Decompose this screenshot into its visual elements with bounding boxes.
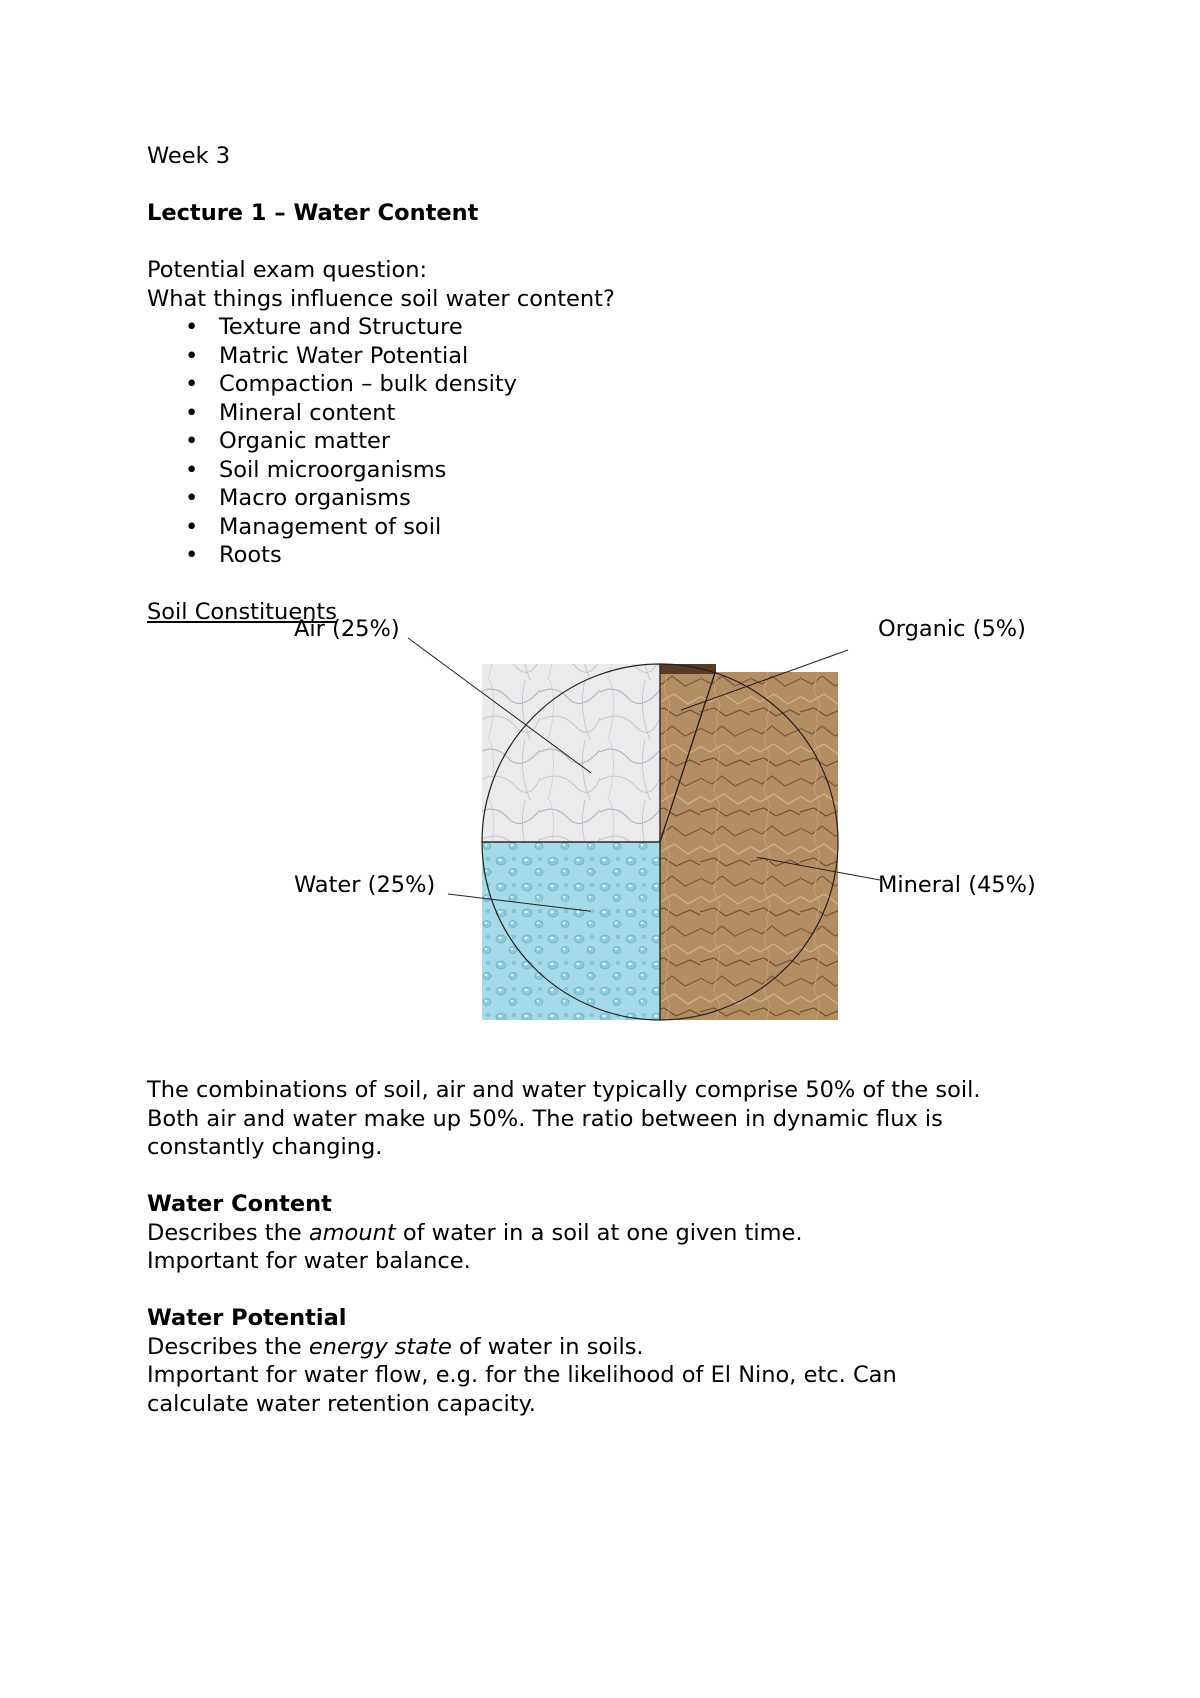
- list-item: • Texture and Structure: [185, 314, 463, 340]
- bullet-icon: •: [185, 456, 199, 483]
- bullet-icon: •: [185, 513, 199, 540]
- list-item: • Macro organisms: [185, 485, 411, 511]
- label-mineral: Mineral (45%): [878, 872, 1036, 898]
- list-item: • Management of soil: [185, 513, 442, 540]
- label-organic: Organic (5%): [878, 616, 1026, 642]
- list-item: • Soil microorganisms: [185, 456, 447, 483]
- bullet-icon: •: [185, 342, 199, 369]
- water-potential-desc: Describes the energy state of water in soils.: [147, 1333, 644, 1360]
- mineral-texture-bg: [660, 672, 838, 1020]
- bullet-icon: •: [185, 542, 199, 568]
- summary-paragraph: The combinations of soil, air and water typically comprise 50% of the soil. Both air and water make up 50%. The ratio between in dynamic flux is constantly changing. Water Content Describes the amount of water in a soil at one given time. Important for water balance. Water Potential Describes the energy state of water in soils. Important for water flow, e.g. for the likelihood of El Nino, etc. Can calculate water retention capacity.: [147, 1076, 1077, 1418]
- list-item: • Compaction – bulk density: [185, 371, 517, 397]
- bullet-icon: •: [185, 428, 199, 454]
- list-item: • Organic matter: [185, 428, 391, 454]
- document-body: [147, 142, 1077, 627]
- exam-question: What things influence soil water content?: [147, 285, 615, 312]
- label-air: Air (25%): [294, 616, 400, 642]
- constituents-heading: Soil Constituents: [147, 599, 337, 625]
- bullet-icon: •: [185, 371, 199, 397]
- label-water: Water (25%): [294, 872, 436, 898]
- organic-texture-bg: [660, 664, 716, 674]
- list-item: • Roots: [185, 542, 282, 568]
- lecture-title: Lecture 1 – Water Content: [147, 200, 479, 226]
- factors-list: [147, 313, 1077, 570]
- list-item: • Mineral content: [185, 399, 396, 426]
- bullet-icon: •: [185, 399, 199, 426]
- water-potential-heading: Water Potential: [147, 1305, 347, 1331]
- water-content-desc: Describes the amount of water in a soil at one given time.: [147, 1219, 803, 1246]
- week-heading: Week 3: [147, 143, 231, 169]
- soil-constituents-chart: [0, 616, 1200, 1030]
- air-texture-bg: [482, 664, 660, 842]
- exam-prompt: Potential exam question:: [147, 257, 428, 283]
- pie-chart-svg: [0, 620, 1200, 1030]
- water-content-heading: Water Content: [147, 1191, 332, 1217]
- water-texture-bg: [482, 842, 660, 1020]
- list-item: • Matric Water Potential: [185, 342, 469, 369]
- bullet-icon: •: [185, 485, 199, 511]
- bullet-icon: •: [185, 314, 199, 340]
